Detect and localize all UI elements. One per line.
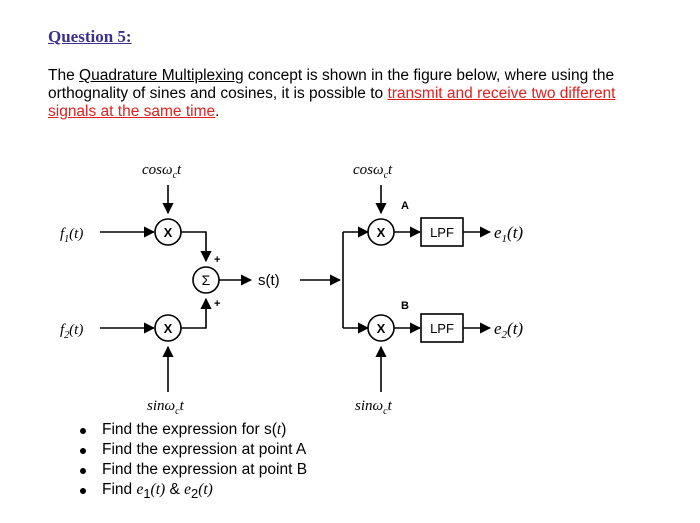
receiver (343, 162, 523, 417)
tx-cos-label: cosω$_c$t (142, 162, 182, 181)
task-item-st: Find the expression for s(t) (78, 420, 307, 440)
tx-path-2 (181, 299, 206, 328)
task-item-point-a: Find the expression at point A (78, 440, 307, 460)
lpf-2-label: LPF (430, 321, 454, 336)
question-heading: Question 5: (48, 27, 132, 46)
summer-plus-bottom: + (214, 298, 221, 310)
summer-symbol: Σ (201, 272, 211, 288)
task-item-outputs: Find $e_1(t)$ & $e_2(t)$ (78, 480, 307, 504)
summer-plus-top: + (214, 254, 221, 266)
tx-path-1 (181, 232, 206, 261)
transmitter (60, 162, 340, 417)
e2-label: $e_2(t)$ (494, 319, 524, 341)
intro-text-1: The (48, 67, 80, 84)
intro-text-2: concept is shown in the figure below, where using the orthognality of sines and cosines, it is possible to (48, 67, 615, 102)
rx-sin-label: sinω$_c$t (355, 398, 392, 417)
rx-multiplier-2-label: X (376, 321, 386, 336)
st-label: s(t) (258, 272, 280, 289)
intro-term-underlined: Quadrature Multiplexing (79, 67, 244, 84)
lpf-1-label: LPF (430, 225, 454, 240)
point-a-label: A (401, 200, 409, 212)
tx-multiplier-1-label: X (163, 225, 173, 240)
f1-label: $f_1(t)$ (60, 226, 84, 245)
point-b-label: B (401, 300, 409, 312)
f2-label: $f_2(t)$ (60, 322, 84, 341)
tx-sin-label: sinω$_c$t (147, 398, 184, 417)
e1-label: $e_1(t)$ (494, 223, 524, 245)
task-item-point-b: Find the expression at point B (78, 460, 307, 480)
intro-highlight-red: transmit and receive two different signals at the same time (48, 85, 616, 120)
rx-cos-label: cosω$_c$t (353, 162, 393, 181)
tx-multiplier-2-label: X (163, 321, 173, 336)
rx-multiplier-1-label: X (376, 225, 386, 240)
intro-text-3: . (215, 103, 220, 120)
task-list (78, 420, 307, 504)
